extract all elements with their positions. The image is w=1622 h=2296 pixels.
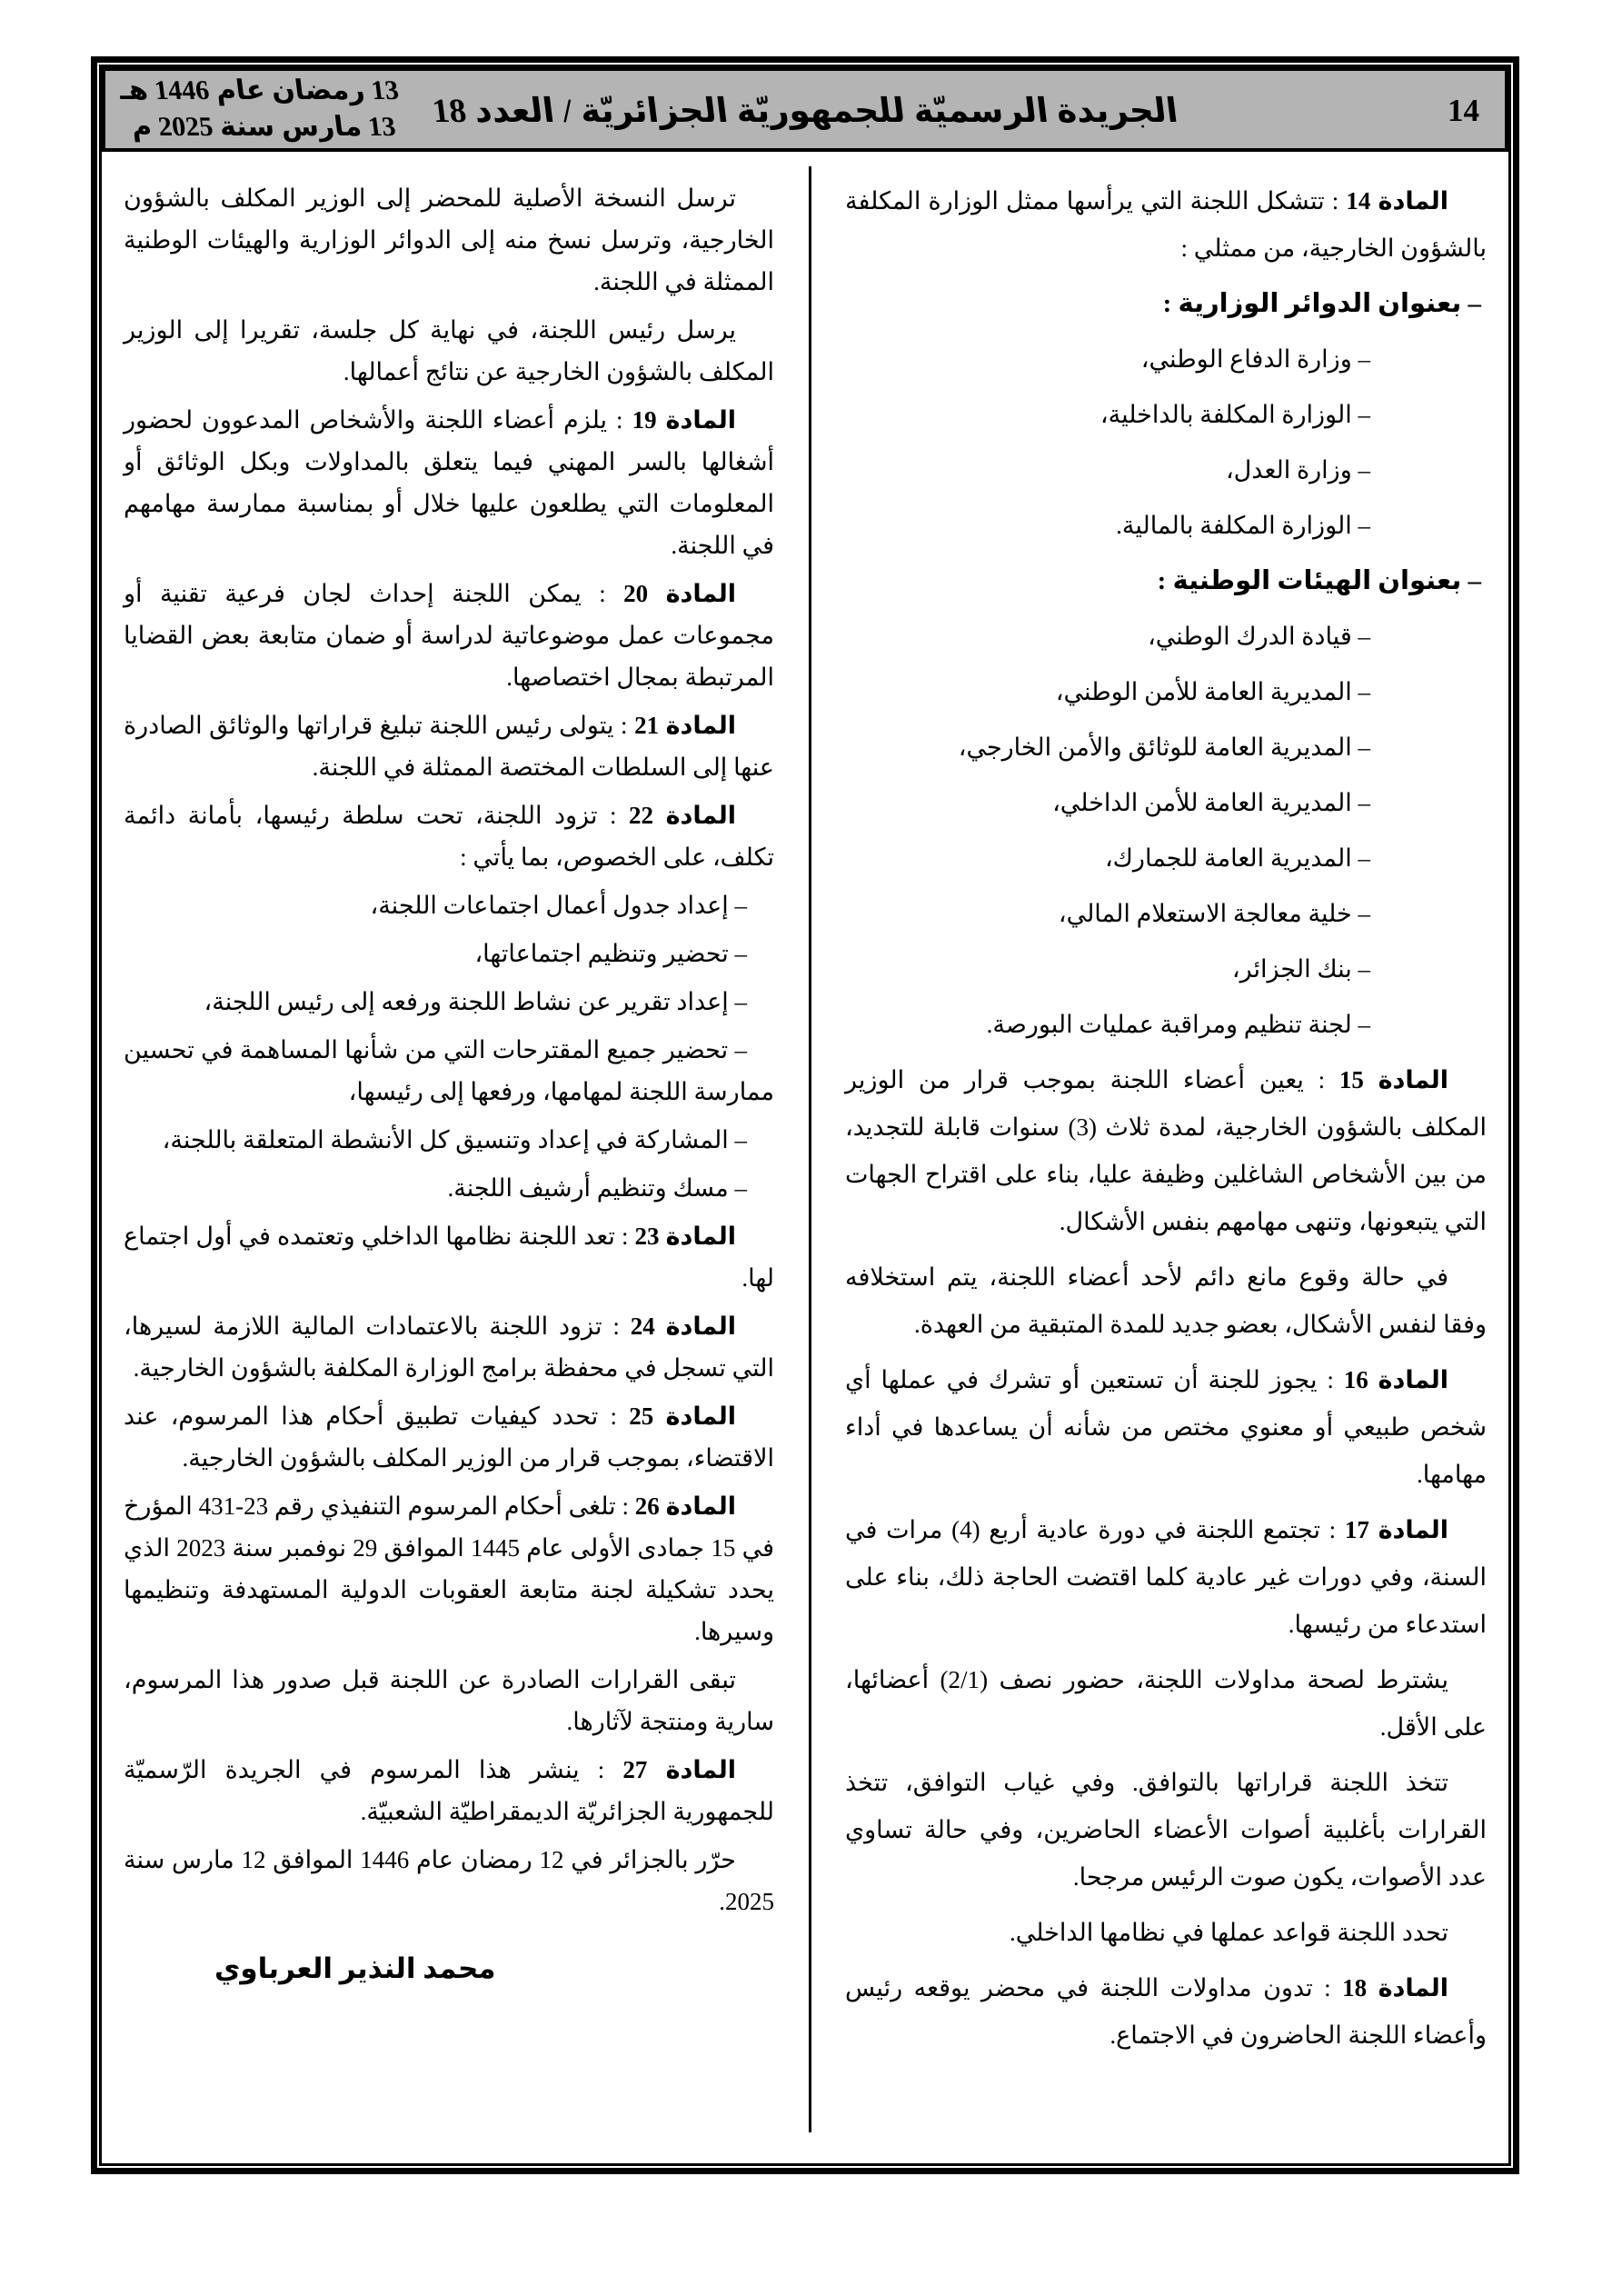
article-paragraph: المادة 17 : تجتمع اللجنة في دورة عادية أربع (4) مرات في السنة، وفي دورات غير عادية كلما اقتضت الحاجة ذلك، بناء على استدعاء من رئيسها. (845, 1516, 1487, 1638)
article-paragraph: المادة 24 : تزود اللجنة بالاعتمادات المالية اللازمة لسيرها، التي تسجل في محفظة برامج الوزارة المكلفة بالشؤون الخارجية. (124, 1313, 774, 1382)
article-paragraph: المادة 25 : تحدد كيفيات تطبيق أحكام هذا المرسوم، عند الاقتضاء، بموجب قرار من الوزير المكلف بالشؤون الخارجية. (124, 1403, 774, 1472)
article-paragraph: المادة 19 : يلزم أعضاء اللجنة والأشخاص المدعوون لحضور أشغالها بالسر المهني فيما يتعلق بالمداولات وبكل الوثائق أو المعلومات التي يطلعون عليها خلال أو بمناسبة ممارسة مهامهم في اللجنة. (124, 406, 774, 559)
article-paragraph: تتخذ اللجنة قراراتها بالتوافق. وفي غياب التوافق، تتخذ القرارات بأغلبية أصوات الأعضاء الحاضرين، وفي حالة تساوي عدد الأصوات، يكون صوت الرئيس مرجحا. (845, 1769, 1487, 1891)
list-item: – الوزارة المكلفة بالداخلية، (1100, 401, 1370, 428)
article-label: المادة 24 (619, 1313, 736, 1340)
list-item: – تحضير وتنظيم اجتماعاتها، (474, 940, 747, 967)
list-item: – قيادة الدرك الوطني، (1148, 623, 1370, 650)
list-item: – وزارة العدل، (1225, 456, 1370, 484)
column-divider (809, 166, 811, 2132)
list-item: – بنك الجزائر، (1231, 955, 1370, 983)
page-number: 14 (1448, 93, 1479, 128)
article-paragraph: تبقى القرارات الصادرة عن اللجنة قبل صدور هذا المرسوم، سارية ومنتجة لآثارها. (124, 1666, 774, 1735)
article-label: المادة 18 (1330, 1974, 1449, 2002)
article-paragraph: المادة 16 : يجوز للجنة أن تستعين أو تشرك في عملها أي شخص طبيعي أو معنوي مختص من شأنه أن يساعدها في أداء مهامها. (845, 1366, 1487, 1488)
article-paragraph: في حالة وقوع مانع دائم لأحد أعضاء اللجنة، يتم استخلافه وفقا لنفس الأشكال، بعضو جديد للمدة المتبقية من العهدة. (845, 1263, 1487, 1338)
page-frame-outer (91, 56, 1519, 2174)
page-content (102, 152, 1508, 2163)
article-paragraph: المادة 18 : تدون مداولات اللجنة في محضر يوقعه رئيس وأعضاء اللجنة الحاضرون في الاجتماع. (845, 1974, 1487, 2049)
article-label: المادة 21 (627, 712, 737, 739)
list-item: – المشاركة في إعداد وتنسيق كل الأنشطة المتعلقة باللجنة، (162, 1126, 747, 1153)
article-paragraph: المادة 20 : يمكن اللجنة إحداث لجان فرعية تقنية أو مجموعات عمل موضوعاتية لدراسة أو ضمان متابعة بعض القضايا المرتبطة بمجال اختصاصها. (124, 580, 774, 691)
article-label: المادة 23 (628, 1223, 736, 1250)
page-frame-inner (99, 65, 1511, 2166)
list-item: – خلية معالجة الاستعلام المالي، (1058, 900, 1370, 927)
article-label: المادة 22 (616, 802, 736, 829)
signature-name: محمد النذير العرباوي (214, 1952, 496, 1984)
article-paragraph: المادة 27 : ينشر هذا المرسوم في الجريدة الرّسميّة للجمهورية الجزائريّة الديمقراطيّة الشعبيّة. (124, 1756, 774, 1825)
article-label: المادة 17 (1336, 1516, 1448, 1543)
article-paragraph: حرّر بالجزائر في 12 رمضان عام 1446 الموافق 12 مارس سنة 2025. (124, 1846, 774, 1915)
article-paragraph: المادة 23 : تعد اللجنة نظامها الداخلي وتعتمده في أول اجتماع لها. (124, 1223, 774, 1292)
list-item: – المديرية العامة للأمن الوطني، (1055, 678, 1370, 705)
list-item: – الوزارة المكلفة بالمالية. (1116, 512, 1370, 539)
article-paragraph: المادة 21 : يتولى رئيس اللجنة تبليغ قراراتها والوثائق الصادرة عنها إلى السلطات المختصة الممثلة في اللجنة. (124, 712, 774, 781)
list-item: – وزارة الدفاع الوطني، (1140, 345, 1370, 373)
article-label: المادة 27 (604, 1756, 736, 1783)
article-label: المادة 19 (622, 406, 736, 434)
article-label: المادة 26 (628, 1492, 737, 1520)
article-paragraph: تحدد اللجنة قواعد عملها في نظامها الداخلي. (1009, 1919, 1448, 1946)
list-item: – تحضير جميع المقترحات التي من شأنها المساهمة في تحسين ممارسة اللجنة لمهامها، ورفعها إلى رئيسها، (124, 1036, 774, 1105)
section-heading: – بعنوان الدوائر الوزارية : (1162, 289, 1481, 318)
article-paragraph: ترسل النسخة الأصلية للمحضر إلى الوزير المكلف بالشؤون الخارجية، وترسل نسخ منه إلى الدوائر الوزارية والهيئات الوطنية الممثلة في اللجنة. (124, 185, 774, 295)
article-label: المادة 20 (605, 580, 736, 607)
article-paragraph: المادة 22 : تزود اللجنة، تحت سلطة رئيسها، بأمانة دائمة تكلف، على الخصوص، بما يأتي : (124, 802, 774, 871)
article-label: المادة 15 (1325, 1066, 1449, 1093)
article-paragraph: المادة 26 : تلغى أحكام المرسوم التنفيذي رقم 23‏-‏431 المؤرخ في 15 جمادى الأولى عام 1445 الموافق 29 نوفمبر سنة 2023 الذي يحدد تشكيلة لجنة متابعة العقوبات الدولية المستهدفة وتنظيمها وسيرها. (124, 1492, 775, 1645)
list-item: – المديرية العامة للأمن الداخلي، (1052, 789, 1370, 816)
article-paragraph: يرسل رئيس اللجنة، في نهاية كل جلسة، تقريرا إلى الوزير المكلف بالشؤون الخارجية عن نتائج أعمالها. (124, 316, 774, 385)
article-label: المادة 14 (1338, 187, 1448, 215)
gazette-title: الجريدة الرسميّة للجمهوريّة الجزائريّة / العدد 18 (430, 93, 1180, 130)
column-left (124, 177, 774, 1990)
list-item: – لجنة تنظيم ومراقبة عمليات البورصة. (986, 1011, 1370, 1038)
date-hijri: 13 رمضان عام 1446 هـ (117, 75, 401, 105)
list-item: – المديرية العامة للوثائق والأمن الخارجي، (958, 734, 1370, 761)
list-item: – إعداد تقرير عن نشاط اللجنة ورفعه إلى رئيس اللجنة، (204, 988, 747, 1015)
article-label: المادة 16 (1333, 1366, 1448, 1393)
article-paragraph: يشترط لصحة مداولات اللجنة، حضور نصف (2/1) أعضائها، على الأقل. (845, 1666, 1487, 1741)
list-item: – مسك وتنظيم أرشيف اللجنة. (447, 1174, 747, 1202)
list-item: – المديرية العامة للجمارك، (1104, 844, 1370, 872)
date-gregorian: 13 مارس سنة 2025 م (129, 112, 398, 142)
article-paragraph: المادة 15 : يعين أعضاء اللجنة بموجب قرار من الوزير المكلف بالشؤون الخارجية، لمدة ثلاث (3) سنوات قابلة للتجديد، من بين الأشخاص الشاغلين وظيفة عليا، بناء على اقتراح الجهات التي يتبعونها، وتنهى مهامهم بنفس الأشكال. (845, 1066, 1487, 1235)
article-paragraph: المادة 14 : تتشكل اللجنة التي يرأسها ممثل الوزارة المكلفة بالشؤون الخارجية، من ممثلي : (845, 187, 1487, 262)
article-label: المادة 25 (617, 1403, 736, 1430)
header-bar (102, 67, 1508, 152)
list-item: – إعداد جدول أعمال اجتماعات اللجنة، (370, 892, 747, 919)
column-right (845, 177, 1487, 2067)
section-heading: – بعنوان الهيئات الوطنية : (1157, 566, 1481, 595)
